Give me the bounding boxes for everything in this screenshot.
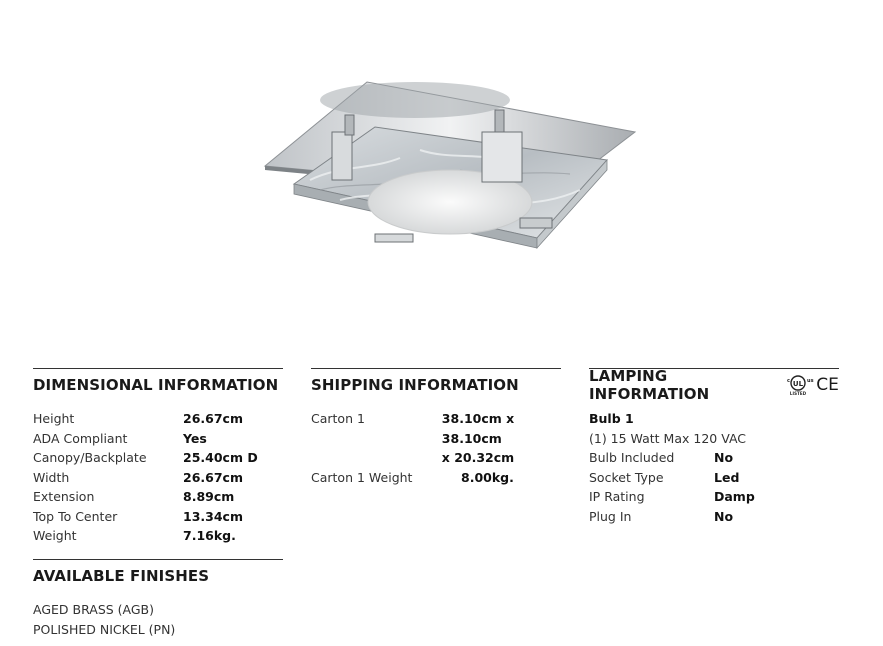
dimensional-value: 26.67cm (183, 469, 243, 485)
dimensional-row (33, 448, 283, 468)
lamping-row (589, 487, 839, 507)
lamping-title-row (589, 367, 839, 403)
lamping-section (589, 368, 839, 526)
shipping-title: SHIPPING INFORMATION (311, 376, 519, 394)
lamping-label: Socket Type (589, 469, 664, 485)
dimensional-rows (33, 409, 283, 546)
lamping-value: No (714, 450, 734, 465)
shipping-row (311, 409, 561, 468)
finishes-section (33, 559, 283, 639)
dimensional-row (33, 409, 283, 429)
finish-item: POLISHED NICKEL (PN) (33, 621, 176, 637)
dimensional-row (33, 429, 283, 449)
shipping-label: Carton 1 Weight (311, 469, 413, 485)
shipping-value: 8.00kg. (461, 469, 514, 485)
finishes-title: AVAILABLE FINISHES (33, 567, 210, 585)
dimensional-label: Width (33, 469, 70, 485)
dimensional-title: DIMENSIONAL INFORMATION (33, 376, 279, 394)
shipping-section (311, 368, 561, 487)
dimensional-row (33, 507, 283, 527)
ce-mark-icon: CE (816, 375, 839, 395)
dimensional-value: 7.16kg. (183, 528, 236, 543)
dimensional-label: ADA Compliant (33, 430, 128, 446)
certifications (784, 374, 839, 396)
dimensional-label: Height (33, 411, 75, 426)
lamping-value: No (714, 508, 734, 524)
dimensional-row (33, 487, 283, 507)
lamping-label: IP Rating (589, 489, 645, 504)
shipping-value-2: x 20.32cm (441, 450, 515, 465)
dimensional-value: 13.34cm (183, 508, 243, 524)
dimensional-label: Top To Center (33, 508, 118, 524)
lamping-row (589, 507, 839, 527)
lamping-row (589, 468, 839, 488)
lamping-value: Led (714, 469, 740, 485)
dimensional-value: Yes (183, 430, 207, 446)
dimensional-label: Canopy/Backplate (33, 450, 147, 465)
dimensional-label: Weight (33, 528, 77, 543)
dimensional-value: 26.67cm (183, 411, 243, 426)
svg-text:c: c (787, 378, 791, 384)
svg-text:UL: UL (793, 380, 804, 388)
bulb-description: (1) 15 Watt Max 120 VAC (589, 430, 747, 446)
bulb-title: Bulb 1 (589, 411, 634, 426)
dimensional-value: 25.40cm D (183, 450, 258, 465)
dimensional-section (33, 368, 283, 546)
svg-text:LISTED: LISTED (790, 391, 807, 396)
shipping-value: 38.10cm x 38.10cm (441, 411, 515, 446)
dimensional-label: Extension (33, 489, 95, 504)
finish-item: AGED BRASS (AGB) (33, 602, 155, 617)
lamping-rows (589, 448, 839, 526)
lamping-value: Damp (714, 489, 755, 504)
product-image (250, 70, 650, 260)
dimensional-row (33, 468, 283, 488)
dimensional-value: 8.89cm (183, 489, 235, 504)
svg-text:us: us (807, 378, 814, 384)
shipping-label: Carton 1 (311, 411, 365, 426)
lamping-row (589, 448, 839, 468)
dimensional-row (33, 526, 283, 546)
lamping-title: LAMPING INFORMATION (589, 367, 710, 403)
lamping-label: Plug In (589, 508, 632, 524)
shipping-row (311, 468, 561, 488)
lamping-label: Bulb Included (589, 450, 675, 465)
ul-listed-icon (784, 374, 812, 396)
